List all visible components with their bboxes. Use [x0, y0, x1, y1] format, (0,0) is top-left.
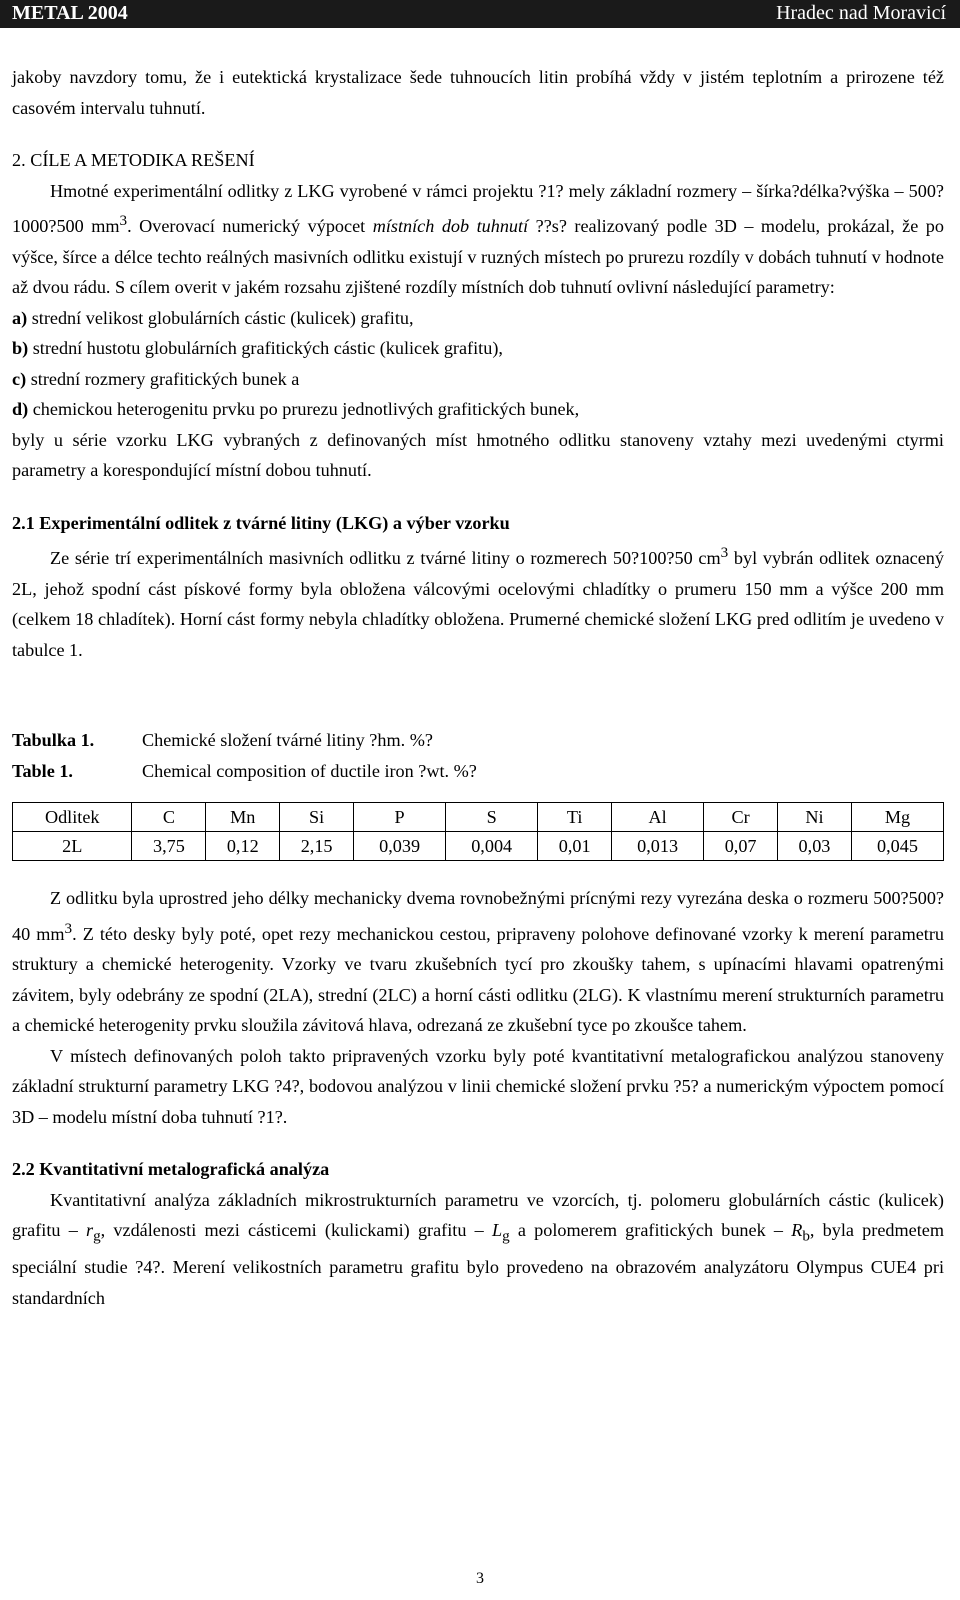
table-header-cell: S [446, 803, 538, 832]
section-2-heading: 2. CÍLE A METODIKA REŠENÍ [12, 150, 255, 170]
table-header-cell: Cr [704, 803, 778, 832]
page-body [12, 62, 944, 1313]
table-cell: 0,07 [704, 832, 778, 861]
table-cell: 2,15 [280, 832, 354, 861]
section-2-2-paragraph: Kvantitativní analýza základních mikrostrukturních parametru ve vzorcích, tj. polomeru globulárních cástic (kulicek) grafitu – $r_g$, vzdálenosti mezi cásticemi (kulickami) grafitu – $L_g$ a polomerem grafitických bunek – $R_b$, byla predmetem speciální studie ?4?. Merení velikostních parametru grafitu bylo provedeno na obrazovém analyzátoru Olympus CUE4 pri standardních [12, 1189, 944, 1308]
table-caption-czech: Tabulka 1. Chemické složení tvárné litiny ?hm. %? [12, 730, 433, 751]
table-header-cell: Al [612, 803, 704, 832]
list-item-c: c) strední rozmery grafitických bunek a [12, 368, 300, 389]
table-header-cell: Mg [851, 803, 943, 832]
table-cell: 0,039 [354, 832, 446, 861]
section-2-1-heading: 2.1 Experimentální odlitek z tvárné litiny (LKG) a výber vzorku [12, 512, 510, 533]
table-cell: 0,01 [538, 832, 612, 861]
intro-paragraph: jakoby navzdory tomu, že i eutektická krystalizace šede tuhnoucích litin probíhá vždy v jistém teplotním a prirozene též casovém intervalu tuhnutí. [12, 67, 944, 118]
table-cell: 0,045 [851, 832, 943, 861]
running-header [0, 0, 960, 28]
table-header-cell: Odlitek [13, 803, 132, 832]
list-item-a: a) strední velikost globulárních cástic (kulicek) grafitu, [12, 307, 414, 328]
conference-location: Hradec nad Moravicí [776, 2, 946, 24]
table-cell: 0,013 [612, 832, 704, 861]
table-header-cell: Ni [778, 803, 852, 832]
table-header-cell: Si [280, 803, 354, 832]
list-item-b: b) strední hustotu globulárních grafitických cástic (kulicek grafitu), [12, 338, 503, 359]
table-cell: 2L [13, 832, 132, 861]
table-cell: 0,12 [206, 832, 280, 861]
list-item-d: d) chemickou heterogenitu prvku po prurezu jednotlivých grafitických bunek, [12, 399, 580, 420]
section-2-paragraph: Hmotné experimentální odlitky z LKG vyrobené v rámci projektu ?1? mely základní rozmery – šírka?délka?výška – 500?1000?500 $mm^3$. Overovací numerický výpocet místních dob tuhnutí ??s? realizovaný podle 3D – modelu, prokázal, že po výšce, šírce a délce techto reálných masivních odlitku existují v ruzných místech po prurezu rozdíly v dobách tuhnutí v hodnote až dvou rádu. S cílem overit v jakém rozsahu zjištené rozdíly místních dob tuhnutí ovlivní následující parametry: [12, 180, 944, 298]
table-cell: 3,75 [132, 832, 206, 861]
table-caption-english: Table 1. Chemical composition of ductile iron ?wt. %? [12, 760, 477, 781]
conference-name: METAL 2004 [12, 2, 128, 24]
table-header-row [13, 803, 944, 832]
section-2-1-paragraph: Ze série trí experimentálních masivních odlitku z tvárné litiny o rozmerech 50?100?50 $cm^3$ byl vybrán odlitek oznacený 2L, jehož spodní cást pískové formy byla obložena válcovými ocelovými chladítky o prumeru 150 mm a výšce 200 mm (celkem 18 chladítek). Horní cást formy nebyla chladítky obložena. Prumerné chemické složení LKG pred odlitím je uvedeno v tabulce 1. [12, 544, 944, 660]
composition-table [12, 802, 944, 861]
section-2-2-heading: 2.2 Kvantitativní metalografická analýza [12, 1159, 330, 1180]
table-cell: 0,03 [778, 832, 852, 861]
after-table-paragraph-2: V místech definovaných poloh takto pripravených vzorku byly poté kvantitativní metalografickou analýzou stanoveny základní strukturní parametry LKG ?4?, bodovou analýzou v linii chemické složení prvku ?5? a numerickým výpoctem pomocí 3D – modelu místní doba tuhnutí ?1?. [12, 1045, 944, 1127]
table-header-cell: Ti [538, 803, 612, 832]
after-table-paragraph-1: Z odlitku byla uprostred jeho délky mechanicky dvema rovnobežnými prícnými rezy vyrezána deska o rozmeru 500?500?40 $mm^3$. Z této desky byly poté, opet rezy mechanickou cestou, pripraveny polohove definované vzorky k merení parametru struktury a chemické heterogenity. Vzorky ve tvaru zkušebních tycí pro zkoušky tahem, s upínacími hlavami opatrenými závitem, byly odebrány ze spodní (2LA), strední (2LC) a horní cásti odlitku (2LG). K vlastnímu merení strukturních parametru a chemické heterogenity prvku sloužila závitová hlava, odrezaná ze zkušební tyce po zkoušce tahem. [12, 888, 944, 1036]
table-row [13, 832, 944, 861]
table-header-cell: Mn [206, 803, 280, 832]
table-cell: 0,004 [446, 832, 538, 861]
table-header-cell: P [354, 803, 446, 832]
section-2-paragraph-2: byly u série vzorku LKG vybraných z definovaných míst hmotného odlitku stanoveny vztahy mezi uvedenými ctyrmi parametry a korespondující místní dobou tuhnutí. [12, 429, 944, 481]
table-header-cell: C [132, 803, 206, 832]
page-number: 3 [476, 1570, 484, 1587]
